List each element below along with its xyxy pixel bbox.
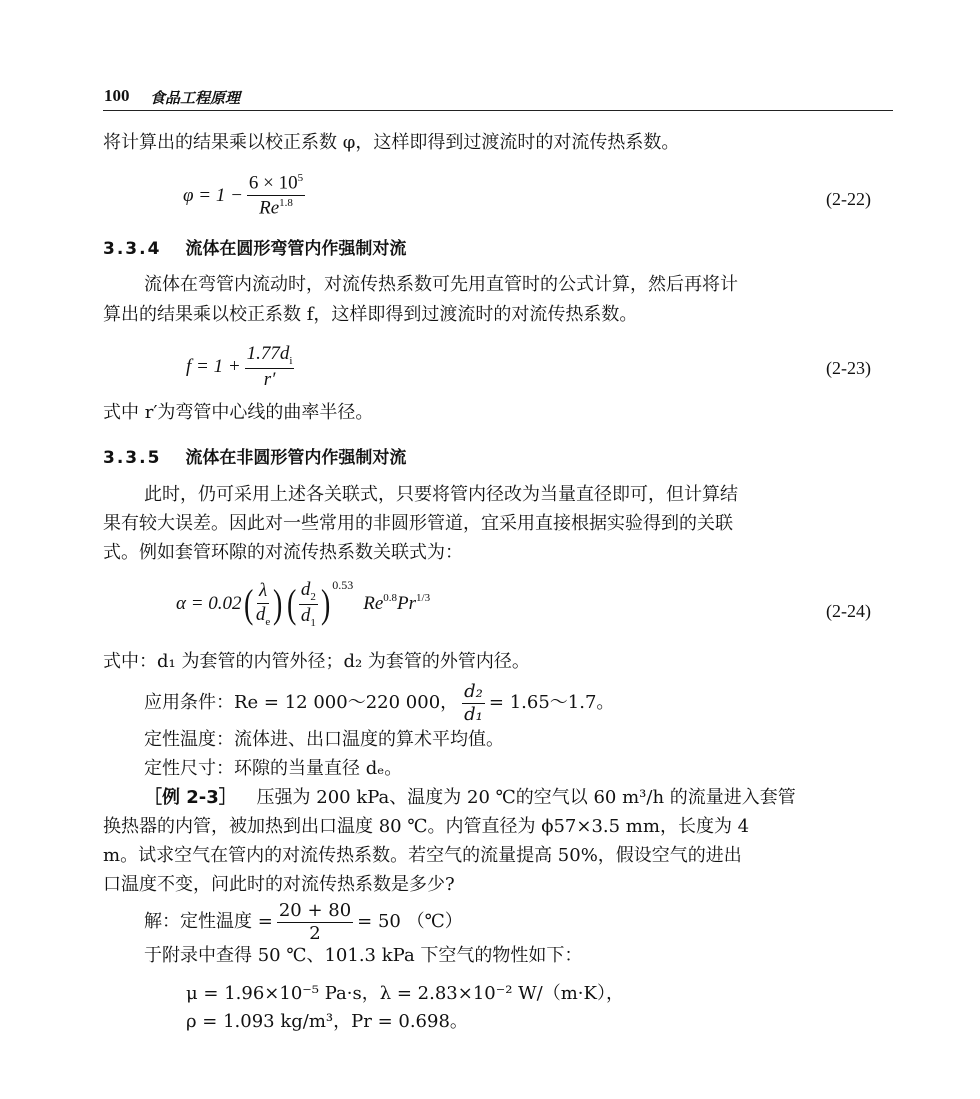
example-label: ［例 2-3］: [144, 787, 237, 808]
section-title: 流体在非圆形管内作强制对流: [185, 448, 407, 468]
eq-2-22-den-sup: 1.8: [279, 197, 293, 210]
equation-2-22: [183, 172, 309, 219]
fraction-num-sub: 2: [310, 590, 316, 603]
fraction-denominator: 2: [309, 922, 321, 944]
equation-number-2-24: (2-24): [826, 601, 871, 621]
definition-size: 定性尺寸：环隙的当量直径 dₑ。: [144, 758, 403, 779]
eq-2-23-lhs: f = 1 +: [186, 356, 241, 378]
eq-2-24-pr-sup: 1/3: [416, 592, 431, 604]
eq-2-22-denominator: Re: [259, 197, 280, 219]
eq-2-22-numerator: 6 × 10: [248, 172, 298, 194]
left-paren: (: [243, 581, 253, 627]
right-paren: ): [320, 581, 331, 627]
paragraph-line: 果有较大误差。因此对一些常用的非圆形管道，宜采用直接根据实验得到的关联: [103, 513, 733, 534]
fraction-den-sub: e: [265, 615, 271, 628]
paragraph-line: 此时，仍可采用上述各关联式，只要将管内径改为当量直径即可，但计算结: [144, 484, 738, 505]
solution-line: [144, 901, 463, 944]
section-number: 3.3.4: [103, 239, 162, 259]
paragraph-line: 流体在弯管内流动时，对流传热系数可先用直管时的公式计算，然后再将计: [144, 274, 738, 295]
example-line-1: [144, 786, 796, 810]
properties-line-1: μ = 1.96×10⁻⁵ Pa·s，λ = 2.83×10⁻² W/（m·K），: [186, 983, 624, 1004]
left-paren: (: [286, 581, 296, 627]
fraction-numerator: d₂: [464, 681, 483, 702]
eq-2-24-exponent: 0.53: [332, 578, 354, 592]
definition-temperature: 定性温度：流体进、出口温度的算术平均值。: [144, 729, 504, 750]
eq-2-24-pr: Pr: [397, 593, 417, 615]
eq-2-23-fraction: [245, 344, 295, 391]
eq-2-22-fraction: [247, 172, 305, 219]
equation-number-2-22: (2-22): [826, 189, 871, 209]
fraction-numerator: λ: [257, 581, 269, 604]
eq-2-24-re-sup: 0.8: [383, 592, 398, 604]
equation-2-23: [186, 344, 298, 391]
solution-suffix: = 50 （℃）: [357, 911, 463, 933]
example-line: m。试求空气在管内的对流传热系数。若空气的流量提高 50%，假设空气的进出: [103, 845, 742, 866]
equation-2-24: [176, 580, 430, 629]
page-number: 100: [104, 86, 130, 105]
fraction-denominator: d: [255, 603, 266, 625]
section-3-3-4-heading: [103, 234, 406, 259]
section-number: 3.3.5: [103, 448, 162, 468]
running-header-title: 食品工程原理: [150, 89, 241, 107]
eq-2-23-num-sub: i: [289, 354, 293, 367]
example-line: 口温度不变，问此时的对流传热系数是多少?: [103, 874, 455, 895]
where-clause-d: 式中：d₁ 为套管的内管外径；d₂ 为套管的外管内径。: [103, 651, 530, 672]
conditions-prefix: 应用条件：Re = 12 000～220 000，: [144, 692, 459, 714]
fraction-den-sub: 1: [310, 616, 316, 629]
paragraph-line: 算出的结果乘以校正系数 f，这样即得到过渡流时的对流传热系数。: [103, 304, 638, 325]
fraction-denominator: d₁: [464, 703, 483, 725]
conditions-suffix: = 1.65～1.7。: [488, 692, 615, 714]
solution-prefix: 解：定性温度 =: [144, 911, 273, 933]
paragraph-line: 式。例如套管环隙的对流传热系数关联式为：: [103, 542, 463, 563]
properties-line-2: ρ = 1.093 kg/m³，Pr = 0.698。: [186, 1011, 468, 1032]
intro-paragraph: 将计算出的结果乘以校正系数 φ，这样即得到过渡流时的对流传热系数。: [103, 132, 680, 153]
solution-fraction: [277, 901, 353, 944]
example-line: 换热器的内管，被加热到出口温度 80 ℃。内管直径为 ϕ57×3.5 mm，长度为 4: [103, 816, 750, 837]
eq-2-22-num-sup: 5: [297, 172, 304, 184]
conditions-fraction: [462, 682, 485, 725]
header-rule: [103, 110, 893, 111]
section-title: 流体在圆形弯管内作强制对流: [185, 239, 407, 259]
eq-2-22-lhs: φ = 1 −: [183, 184, 243, 206]
lookup-line: 于附录中查得 50 ℃、101.3 kPa 下空气的物性如下：: [144, 945, 583, 966]
right-paren: ): [273, 581, 283, 627]
application-conditions: [144, 682, 614, 725]
section-3-3-5-heading: [103, 443, 406, 468]
eq-2-24-lhs: α = 0.02: [176, 593, 242, 615]
fraction-denominator: d: [300, 604, 311, 626]
fraction-numerator: d: [300, 579, 311, 600]
equation-number-2-23: (2-23): [826, 358, 871, 378]
eq-2-24-fraction-2: [299, 580, 318, 629]
fraction-numerator: 20 + 80: [278, 900, 352, 921]
eq-2-23-denominator: r′: [263, 368, 276, 390]
eq-2-23-numerator: 1.77d: [246, 343, 290, 364]
eq-2-24-re: Re: [363, 593, 384, 615]
example-text: 压强为 200 kPa、温度为 20 ℃的空气以 60 m³/h 的流量进入套管: [256, 787, 796, 808]
where-clause-r: 式中 r′为弯管中心线的曲率半径。: [103, 402, 374, 423]
eq-2-24-fraction-1: [256, 581, 270, 628]
